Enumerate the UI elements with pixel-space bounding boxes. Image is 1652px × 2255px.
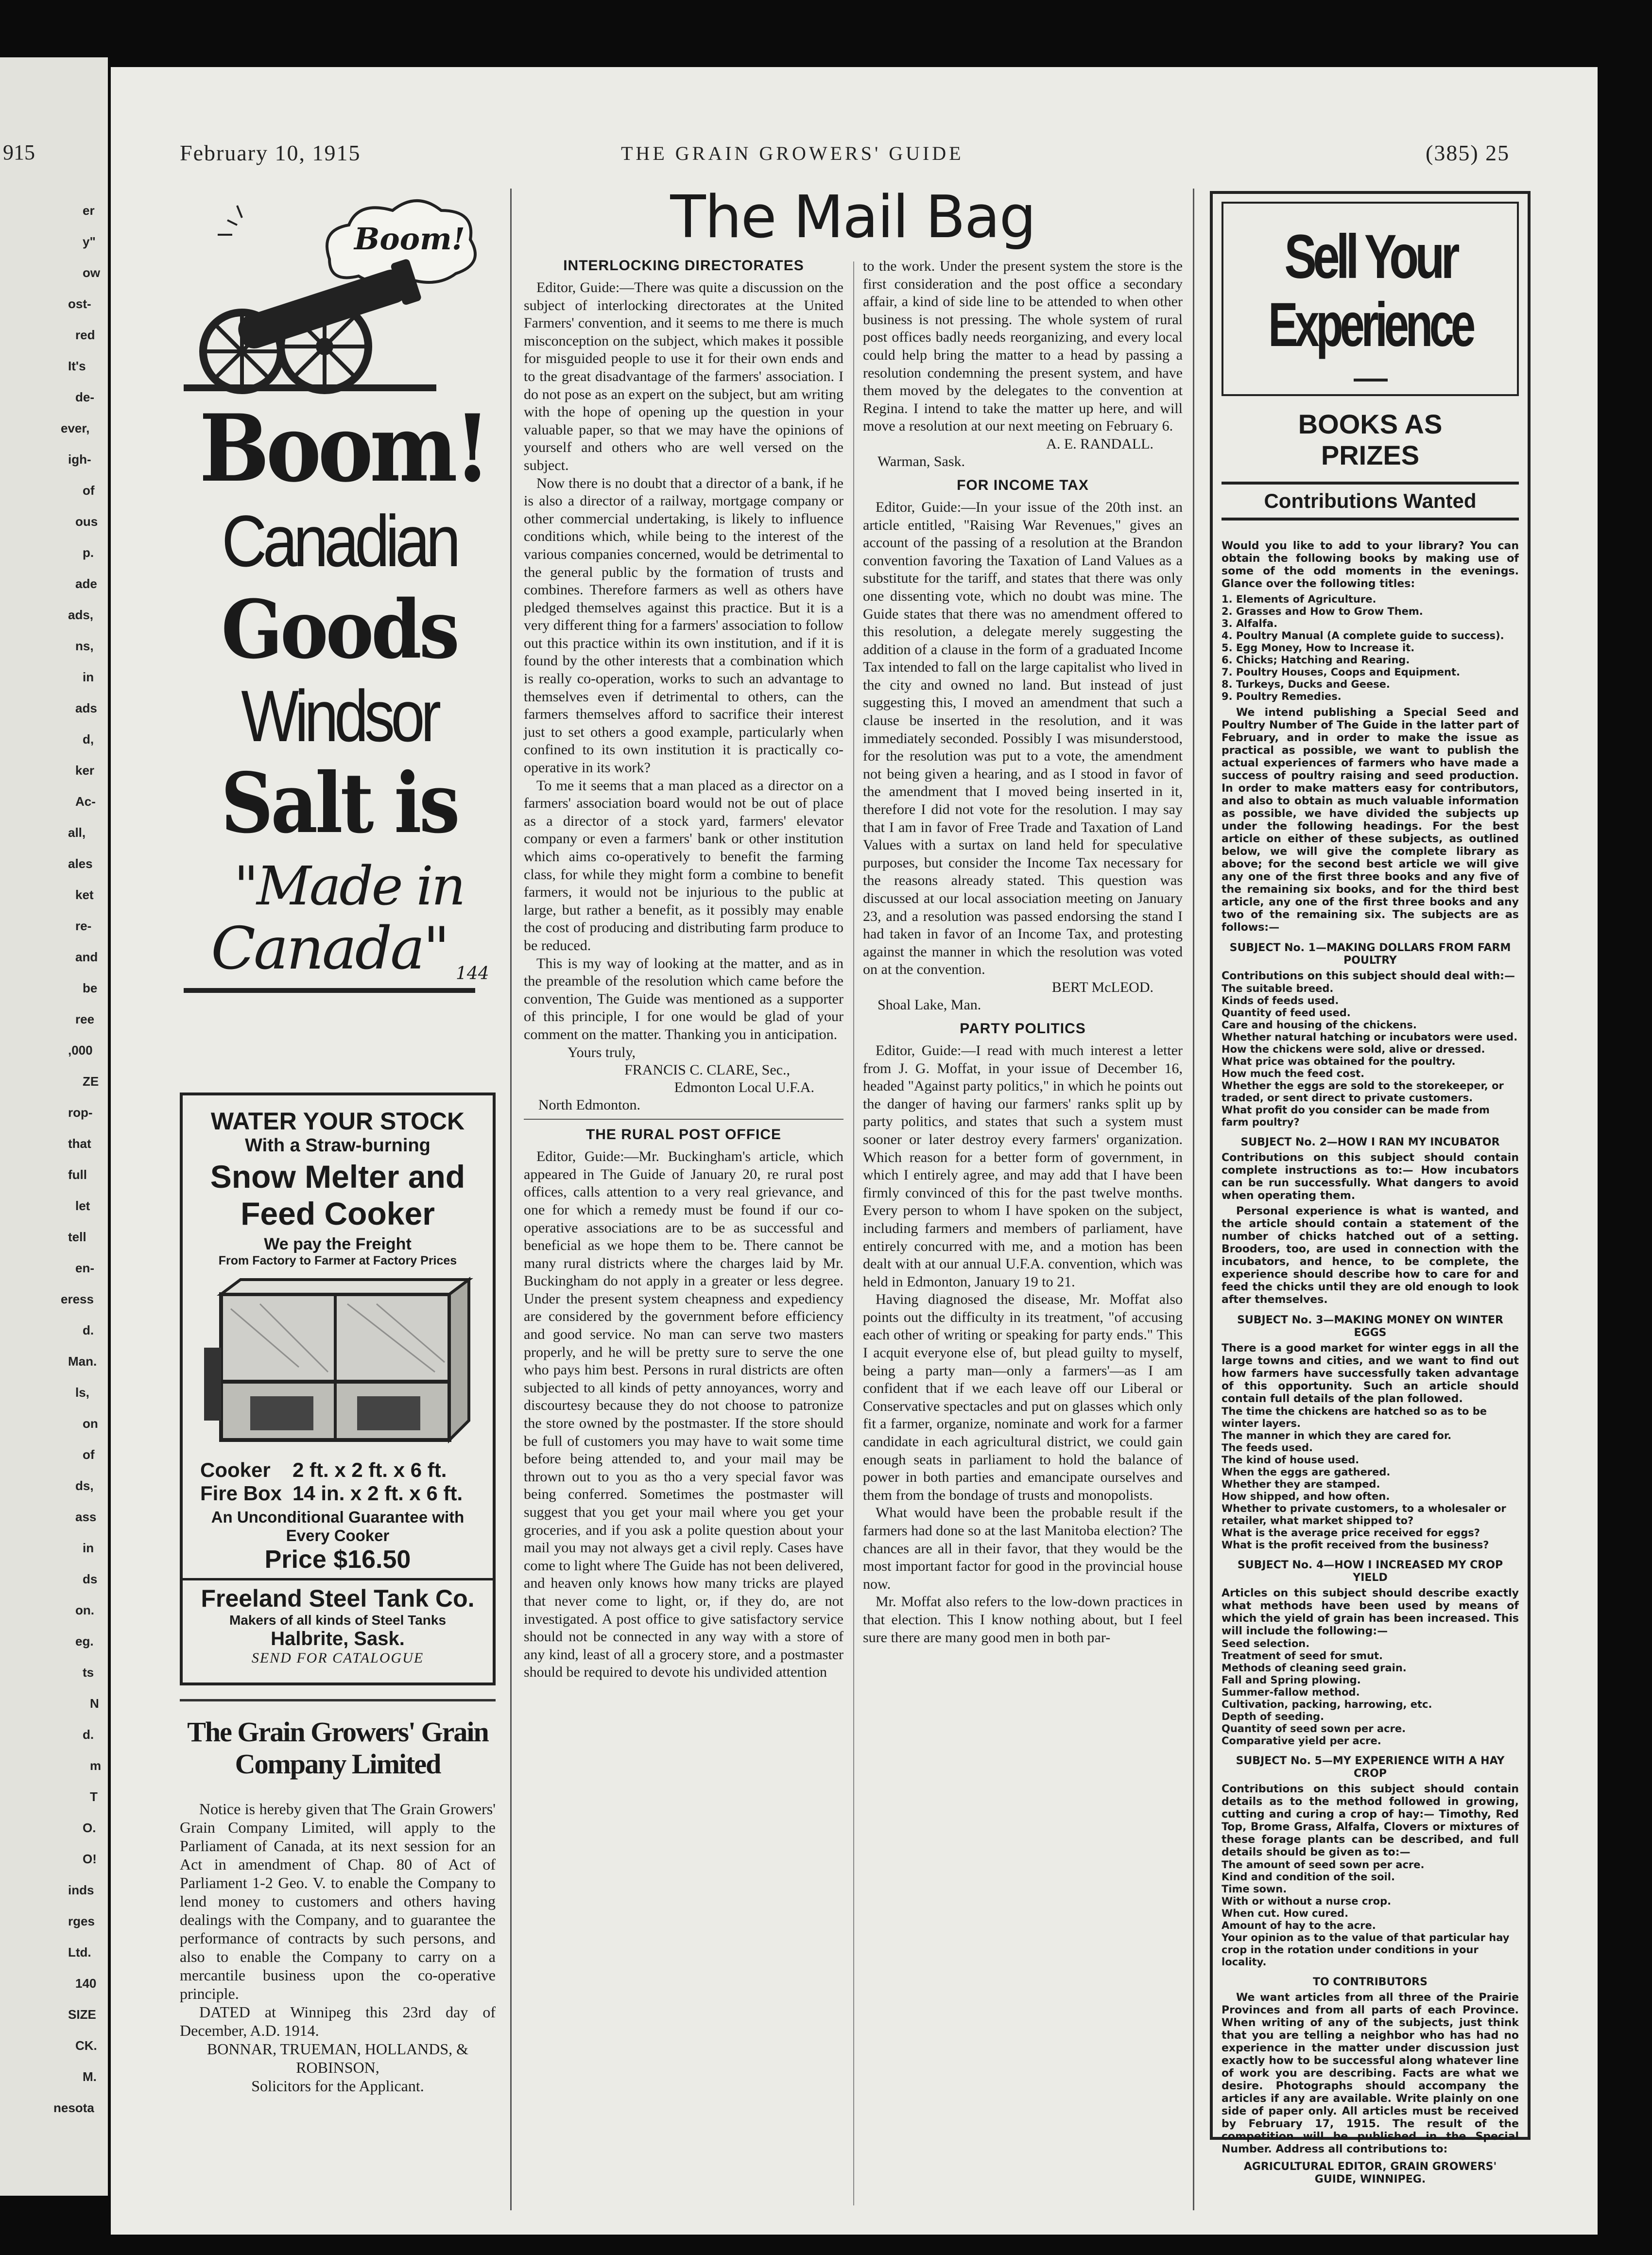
prev-page-fragment: Ac-	[75, 794, 96, 809]
letter-1-place: North Edmonton.	[538, 1097, 640, 1113]
subject-5-items	[1222, 1859, 1519, 1968]
prev-page-fragment: all,	[68, 825, 86, 840]
freeland-freight: We pay the Freight	[264, 1235, 412, 1253]
prev-page-fragment: 140	[75, 1976, 97, 1991]
prev-page-fragment: igh-	[68, 452, 91, 467]
heading-income-tax: FOR INCOME TAX	[957, 477, 1089, 493]
subject-4-item: Treatment of seed for smut.	[1222, 1650, 1383, 1662]
prev-page-fragment: of	[83, 1447, 95, 1462]
subject-1-item: Whether the eggs are sold to the storekeeper, or traded, or sent direct to private customers.	[1222, 1080, 1504, 1104]
prev-page-fragment: let	[75, 1198, 90, 1213]
mailbag-column-1	[524, 258, 843, 2211]
subject-3-items	[1222, 1405, 1519, 1551]
prev-page-fragment: y"	[83, 234, 96, 249]
prev-page-fragment: ever,	[61, 421, 90, 435]
to-contributors-heading: TO CONTRIBUTORS	[1313, 1976, 1428, 1988]
column-rule-1	[510, 189, 512, 2210]
subject-4-item: Depth of seeding.	[1222, 1711, 1325, 1722]
prev-page-fragment: re-	[75, 919, 92, 933]
subject-3-heading: SUBJECT No. 3—MAKING MONEY ON WINTER EGGS	[1237, 1314, 1503, 1339]
subject-2-heading: SUBJECT No. 2—HOW I RAN MY INCUBATOR	[1240, 1136, 1500, 1148]
book-title: 9. Poultry Remedies.	[1222, 691, 1342, 702]
issue-date: February 10, 1915	[180, 140, 361, 165]
subject-1-heading: SUBJECT No. 1—MAKING DOLLARS FROM FARM POULTRY	[1229, 942, 1511, 967]
subject-3-item: What is the average price received for eggs?	[1222, 1527, 1480, 1539]
subject-3-item: When the eggs are gathered.	[1222, 1466, 1391, 1478]
freeland-guarantee-1: An Unconditional Guarantee with	[211, 1508, 465, 1526]
subject-5-item: The amount of seed sown per acre.	[1222, 1859, 1425, 1871]
book-list	[1222, 593, 1519, 703]
freeland-steel-tank-ad	[180, 1093, 496, 1685]
subject-5-item: Time sown.	[1222, 1883, 1287, 1895]
subject-3-item: The kind of house used.	[1222, 1454, 1359, 1466]
divider-1	[524, 1119, 843, 1120]
prev-page-fragment: eress	[61, 1292, 94, 1306]
subject-5-body: Contributions on this subject should contain details as to the method followed in growing, cutting and curing a crop of hay:— Timothy, Red Top, Brome Grass, Alfalfa, Clovers or mixtures of these forage plants can be described, and full details should be given as to:—	[1222, 1783, 1519, 1858]
prev-page-fragment: ZE	[83, 1074, 99, 1089]
subject-4-item: Seed selection.	[1222, 1638, 1310, 1649]
to-contributors-body: We want articles from all three of the Prairie Provinces and from all parts of each Province. When writing of any of the subjects, just think that you are telling a neighbor who has had no experience in the matter under discussion just exactly how to be successful along whatever line of work you are describing. Facts are what we desire. Photographs should accompany the articles if any are available. Write plainly on one side of paper only. All articles must be received by February 17, 1915. The result of the competition will be published in the Special Number. Address all contributions to:	[1222, 1992, 1519, 2155]
sell-your-experience-box	[1210, 191, 1531, 2186]
prizes-line-2: PRIZES	[1321, 440, 1420, 470]
prev-page-fragment: eg.	[75, 1634, 94, 1648]
freeland-product-1: Snow Melter and	[210, 1159, 465, 1195]
letter-4-p2: Having diagnosed the disease, Mr. Moffat also points out the difficulty in its treatment, "of accusing each other of writing or speaking for party ends." This I acquit everyone else of, but plead guilty to myself, being a party man—only a farmers'—as I am confident that if we each leave off our Liberal or Conservative spectacles and put on glasses which only fit a farmer, organize, nominate and work for a farmer candidate in each agricultural district, we could gain enough seats in parliament to hold the balance of power in both parties and emancipate ourselves and them from the bondage of trusts and monopolists.	[863, 1291, 1183, 1503]
letter-3-p1: Editor, Guide:—In your issue of the 20th inst. an article entitled, "Raising War Revenues," gives an account of the passing of a resolution at the Brandon convention favoring the Taxation of Land Values as a substitute for the tariff, and states that there was only one dissenting vote, which no doubt was mine. The Guide states that there was no amendment offered to this resolution, a delegate merely suggesting the addition of a clause in the form of a graduated Income Tax intended to fall on the large capitalist who lived in the city and owned no land. But instead of just suggesting this, I moved an amendment that such a clause be inserted in the resolution, and it was immediately seconded. Possibly I was misunderstood, for the resolution was put to a vote, the amendment not being given a hearing, and as I stood in favor of the amendment that I moved being inserted in it, therefore I did not vote for the resolution. I may say that I am in favor of Free Trade and Taxation of Land Values with a surtax on land held for speculative purposes, but consider the Income Tax necessary for the reasons already stated. This question was discussed at our local association meeting on January 23, and a resolution was passed endorsing the stand I had taken in favor of an Income Tax, and protesting against the manner in which the resolution was voted on at the convention.	[863, 499, 1183, 978]
letter-2-signature: A. E. RANDALL.	[1046, 435, 1153, 452]
freeland-location: Halbrite, Sask.	[271, 1628, 405, 1649]
letter-1-signature-1: FRANCIS C. CLARE, Sec.,	[624, 1062, 790, 1078]
contest-address: AGRICULTURAL EDITOR, GRAIN GROWERS' GUIDE, WINNIPEG.	[1243, 2161, 1497, 2186]
freeland-makers: Makers of all kinds of Steel Tanks	[229, 1613, 447, 1628]
prev-page-fragment: N	[90, 1696, 99, 1711]
notice-role: Solicitors for the Applicant.	[251, 2077, 424, 2095]
letter-1-close: Yours truly,	[568, 1044, 636, 1060]
subject-3-item: Whether they are stamped.	[1222, 1478, 1380, 1490]
cooker-illustration	[202, 1275, 474, 1455]
subject-1-item: The suitable breed.	[1222, 983, 1334, 994]
prev-page-fragment: m	[90, 1758, 102, 1773]
subject-5-item: With or without a nurse crop.	[1222, 1895, 1392, 1907]
subject-4-items	[1222, 1638, 1519, 1747]
prev-page-fragment: Ltd.	[68, 1945, 91, 1960]
letter-1-p3: To me it seems that a man placed as a director on a farmers' association board would not be out of place as a director of a stock yard, farmers' elevator company or even a farmers' bank or other institution which aims co-operatively to benefit the farming class, for while they might form a combine to benefit farmers, it would not be injurious to the public at large, but rather a benefit, as it possibly may enable the cost of producing and distributing farm produce to be reduced.	[524, 777, 843, 954]
book-title: 3. Alfalfa.	[1222, 618, 1278, 629]
prev-page-fragment: en-	[75, 1261, 94, 1275]
prev-page-fragment: It's	[68, 359, 86, 373]
prev-page-fragment: T	[90, 1789, 98, 1804]
subject-1-item: What price was obtained for the poultry.	[1222, 1056, 1456, 1067]
prev-page-fragment: of	[83, 483, 95, 498]
contest-plan: We intend publishing a Special Seed and Poultry Number of The Guide in the latter part of February, and in order to make the issue as practical as possible, we want to publish the actual experiences of farmers who have made a success of poultry raising and seed production. In order to make matters easy for contributors, and also to obtain as much valuable information as possible, we have divided the subjects up under the following headings. For the best article on either of these subjects, as outlined below, we will give the complete library as above; for the second best article we will give any one of the first three books and any five of the remaining six books, and for the third best article, any one of the first three books and any two of the remaining six. The subjects are as follows:—	[1222, 707, 1519, 934]
ad-line-canadian: Canadian	[222, 500, 457, 582]
prev-page-fragment: tell	[68, 1230, 86, 1244]
spec-2-value: 14 in. x 2 ft. x 6 ft.	[293, 1482, 463, 1505]
prizes-line-1: BOOKS AS	[1298, 409, 1443, 439]
heading-party-politics: PARTY POLITICS	[960, 1020, 1086, 1037]
prev-page-fragment: ree	[75, 1012, 95, 1026]
prev-page-fragment: SIZE	[68, 2007, 96, 2022]
prev-page-fragment: M.	[83, 2069, 97, 2084]
prev-page-fragment: er	[83, 203, 95, 218]
notice-body: Notice is hereby given that The Grain Growers' Grain Company Limited, will apply to the Parliament of Canada, at its next session for an Act in amendment of Chap. 80 of Act of Parliament 1-2 Geo. V. to enable the Company to lend money to customers and others having dealings with the Company, and to guarantee the performance of contracts by such persons, and also to enable the Company to carry on a mercantile business upon the co-operative principle.	[180, 1800, 496, 2002]
freeland-divider	[183, 1578, 493, 1580]
letter-2-place: Warman, Sask.	[878, 453, 965, 469]
column-rule-2	[1193, 189, 1194, 2210]
subject-1-items	[1222, 983, 1519, 1128]
letter-4-p1: Editor, Guide:—I read with much interest a letter from J. G. Moffat, in your issue of December 16, headed "Against party politics," in which he points out the danger of having our farmers' ranks split up by party politics, and states that such a system must sooner or later destroy every farmers' organization. Which reason for a better form of government, in which I entirely agree, and may add that I have been firmly convinced of this for the past twelve months. Every person to whom I have spoken on the subject, including farmers and members of parliament, have entirely concurred with me, and a motion has been dealt with at our annual U.F.A. convention, which was held in Edmonton, January 19 to 21.	[863, 1042, 1183, 1290]
prev-page-fragment: nesota	[53, 2100, 94, 2115]
prev-page-fragment: on	[83, 1416, 98, 1431]
subject-5-item: Your opinion as to the value of that particular hay crop in the rotation under conditions in your locality.	[1222, 1932, 1510, 1968]
subject-3-item: The time the chickens are hatched so as to be winter layers.	[1222, 1405, 1487, 1429]
letter-4-p3: What would have been the probable result if the farmers had done so at the last Manitoba election? The chances are all in their favor, that they would be the most important factor for good in the provincial house now.	[863, 1505, 1183, 1592]
subject-5-item: When cut. How cured.	[1222, 1908, 1349, 1919]
prev-page-fragment: ost-	[68, 296, 91, 311]
previous-page-strip	[0, 57, 108, 2196]
prev-page-fragment: ns,	[75, 639, 94, 653]
book-title: 4. Poultry Manual (A complete guide to success).	[1222, 630, 1504, 642]
freeland-catalogue: SEND FOR CATALOGUE	[251, 1650, 424, 1666]
prev-page-fragment: O!	[83, 1852, 97, 1866]
freeland-product-2: Feed Cooker	[241, 1196, 435, 1232]
ad-line-windsor: Windsor	[241, 675, 437, 757]
freeland-headline: WATER YOUR STOCK	[210, 1108, 465, 1135]
prev-page-fragment: ,000	[68, 1043, 93, 1058]
spec-1-label: Cooker	[200, 1458, 271, 1481]
ad-code: 144	[456, 964, 489, 984]
subject-1-item: Care and housing of the chickens.	[1222, 1019, 1417, 1031]
prev-page-fragment: ow	[83, 265, 101, 280]
contributions-wanted-banner	[1222, 482, 1519, 520]
subject-1-item: What profit do you consider can be made from farm poultry?	[1222, 1104, 1490, 1128]
subject-4-item: Summer-fallow method.	[1222, 1686, 1360, 1698]
windsor-salt-ad	[184, 191, 495, 1151]
page-number: (385) 25	[1426, 140, 1510, 165]
sell-title-box	[1222, 202, 1519, 396]
mailbag-title: The Mail Bag	[670, 184, 1035, 251]
subject-1-item: How much the feed cost.	[1222, 1068, 1365, 1079]
subject-3-body: There is a good market for winter eggs in all the large towns and cities, and we want to find out how farmers have successfully taken advantage of this opportunity. Such an article should contain full details of the plan followed.	[1222, 1342, 1519, 1405]
prev-page-fragment: on.	[75, 1603, 94, 1617]
subject-2-note: Personal experience is what is wanted, and the article should contain a statement of the number of chicks hatched out of a setting. Brooders, too, are used in connection with the incubators, and hence, to be complete, the experience should describe how to care for and feed the chicks until they are old enough to look after themselves.	[1222, 1205, 1519, 1306]
notice-firm: BONNAR, TRUEMAN, HOLLANDS, & ROBINSON,	[206, 2040, 469, 2076]
spec-1-value: 2 ft. x 2 ft. x 6 ft.	[293, 1458, 447, 1481]
prev-page-fragment: ds	[83, 1572, 98, 1586]
subject-5-item: Amount of hay to the acre.	[1222, 1920, 1376, 1931]
subject-4-body: Articles on this subject should describe exactly what methods have been used by means of which the yield of grain has been increased. This will include the following:—	[1222, 1587, 1519, 1637]
subject-1-item: Kinds of feeds used.	[1222, 995, 1339, 1006]
prev-page-fragment: ads	[75, 701, 97, 715]
prev-page-fragment: ous	[75, 514, 98, 529]
book-title: 7. Poultry Houses, Coops and Equipment.	[1222, 666, 1460, 678]
notice-top-rule	[180, 1699, 496, 1701]
ad-line-made-in: "Made in	[234, 855, 464, 917]
notice-title-1: The Grain Growers' Grain	[187, 1716, 488, 1748]
column-rule-3	[853, 261, 854, 2205]
prev-page-fragment: ds,	[75, 1478, 94, 1493]
prev-page-fragment: full	[68, 1167, 87, 1182]
ad-line-boom: Boom!	[199, 394, 487, 503]
grain-company-notice	[180, 1699, 496, 2095]
letter-2-continued: to the work. Under the present system the store is the first consideration and the post office a secondary affair, a kind of side line to be attended to when other business is not pressing. The whole system of rural post offices badly needs reorganizing, and every local could help bring the matter to a head by passing a resolution condemning the present system, and have them moved by the delegates to the convention at Regina. I intend to take the matter up here, and will move a resolution at our next meeting on February 6.	[863, 258, 1183, 434]
heading-interlocking-directorates: INTERLOCKING DIRECTORATES	[563, 258, 804, 274]
freeland-sub: With a Straw-burning	[245, 1135, 430, 1156]
prev-page-fragment: d.	[83, 1727, 94, 1742]
scan-bottom-border	[0, 2236, 1652, 2255]
prev-page-fragment: ket	[75, 887, 94, 902]
subject-3-item: The manner in which they are cared for.	[1222, 1430, 1452, 1441]
sell-title-1: Sell Your	[1284, 222, 1456, 292]
contest-body	[1222, 540, 1519, 2186]
heading-rural-post-office: THE RURAL POST OFFICE	[585, 1127, 782, 1143]
book-title: 5. Egg Money, How to Increase it.	[1222, 642, 1415, 654]
letter-4-p4: Mr. Moffat also refers to the low-down practices in that election. This I know nothing about, but I feel sure there are many good men in both par-	[863, 1594, 1183, 1646]
ad-underline	[184, 988, 475, 993]
subject-5-item: Kind and condition of the soil.	[1222, 1871, 1395, 1883]
subject-4-heading: SUBJECT No. 4—HOW I INCREASED MY CROP YIELD	[1237, 1559, 1503, 1584]
ad-line-canada: Canada"	[211, 915, 448, 983]
freeland-spec-2	[200, 1482, 493, 1505]
mailbag-column-2	[863, 258, 1183, 2211]
prev-page-fragment: ts	[83, 1665, 94, 1680]
subject-2-body: Contributions on this subject should contain complete instructions as to:— How incubators can be run successfully. What dangers to avoid when operating them.	[1222, 1152, 1519, 1202]
newspaper-title: THE GRAIN GROWERS' GUIDE	[621, 142, 964, 164]
prev-page-fragment: in	[83, 1541, 94, 1555]
subject-4-item: Cultivation, packing, harrowing, etc.	[1222, 1699, 1432, 1710]
subject-1-item: Whether natural hatching or incubators were used.	[1222, 1031, 1518, 1043]
ad-bubble-text: Boom!	[354, 221, 465, 257]
freeland-guarantee-2: Every Cooker	[286, 1526, 390, 1544]
letter-1-p1: Editor, Guide:—There was quite a discussion on the subject of interlocking directorates at the United Farmers' convention, and it seems to me there is much misconception on the subject, which makes it possible for misguided people to use it for their own ends and to the great disadvantage of the farmers' association. I do not pose as an expert on the subject, but am writing with the hope of opening up the question in your valuable paper, so that we may have the opinions of yourself and others who are well versed on the subject.	[524, 279, 843, 473]
book-title: 2. Grasses and How to Grow Them.	[1222, 606, 1423, 617]
letter-3-signature: BERT McLEOD.	[1051, 979, 1153, 995]
subject-3-item: Whether to private customers, to a wholesaler or retailer, what market shipped to?	[1222, 1503, 1506, 1526]
book-title: 1. Elements of Agriculture.	[1222, 593, 1377, 605]
subject-5-heading: SUBJECT No. 5—MY EXPERIENCE WITH A HAY CROP	[1236, 1755, 1505, 1780]
letter-1-p2: Now there is no doubt that a director of a bank, if he is also a director of a railway, mortgage company or other commercial undertaking, is likely to influence conditions which, while being to the interest of the various companies concerned, would be detrimental to the general public by the formation of trusts and combines. Therefore farmers as well as others have pledged themselves against this practice. But it is a very different thing for a farmers' association to follow out this practice within its own institution, and if it is found by the other interests that a combination which is really co-operation, works to such an advantage to themselves even if detrimental to others, can the farmers themselves afford to sacrifice their interest just to set others a good example, particularly when confined to its own institution it is practically co-operative in its work?	[524, 475, 843, 776]
subject-4-item: Quantity of seed sown per acre.	[1222, 1723, 1406, 1735]
ad-line-goods: Goods	[221, 582, 457, 676]
newspaper-page	[111, 67, 1598, 2235]
letter-1-p4: This is my way of looking at the matter, and as in the preamble of the resolution which came before the convention, The Guide was mentioned as a supporter of this principle, I for one would be glad of your comment on the matter. Thanking you in anticipation.	[524, 955, 843, 1042]
prev-page-fragment: that	[68, 1136, 91, 1151]
prev-page-fragment: be	[83, 981, 98, 995]
book-title: 6. Chicks; Hatching and Rearing.	[1222, 654, 1410, 666]
subject-3-item: How shipped, and how often.	[1222, 1491, 1390, 1502]
letter-2-p1: Editor, Guide:—Mr. Buckingham's article, which appeared in The Guide of January 20, re rural post offices, calls attention to a very real grievance, and one for which a remedy must be found if our co-operative associations are to be as successful and beneficial as we hope them to be. There cannot be many rural districts where the charges laid by Mr. Buckingham do not apply in a greater or less degree. Under the present system cheapness and expediency are considered by the government before efficiency and good service. No man can serve two masters properly, and he will be pretty sure to serve the one who pays him best. Persons in rural districts are often subjected to all kinds of petty annoyances, worry and discourtesy because they do not choose to patronize the store owned by the postmaster. If the store should be full of customers you may have to wait some time before being attended to, and your mail may be thrown out to you as tho a very special favor was being conferred. Sometimes the postmaster will suggest that you get your mail where you get your groceries, and if you ask a polite question about your mail you may not always get a civil reply. Cases have come to light where The Guide has not been delivered, and heaven only knows how many tricks are played that never come to light, or, if they do, are not investigated. A post office to give satisfactory service should not be connected in any way with a store of any kind, least of all a grocery store, and a postmaster should be required to devote his undivided attention	[524, 1148, 843, 1681]
prev-page-fragment: and	[75, 950, 98, 964]
spec-2-label: Fire Box	[200, 1482, 282, 1505]
freeland-spec-1	[200, 1458, 493, 1482]
subject-1-item: How the chickens were sold, alive or dressed.	[1222, 1043, 1485, 1055]
prev-page-fragment: d.	[83, 1323, 94, 1337]
prev-page-fragment: ass	[75, 1509, 97, 1524]
prev-page-fragment: red	[75, 328, 95, 342]
letter-3-place: Shoal Lake, Man.	[878, 996, 981, 1013]
prev-page-fragment: p.	[83, 545, 94, 560]
sell-title-dash	[1354, 379, 1388, 382]
letter-1-signature-2: Edmonton Local U.F.A.	[674, 1079, 814, 1096]
subject-4-item: Fall and Spring plowing.	[1222, 1674, 1361, 1686]
prev-page-fragment: O.	[83, 1821, 96, 1835]
subject-1-intro: Contributions on this subject should deal with:—	[1222, 970, 1515, 982]
notice-title-2: Company Limited	[235, 1748, 441, 1780]
prev-page-fragment: de-	[75, 390, 94, 404]
subject-1-item: Quantity of feed used.	[1222, 1007, 1351, 1019]
prev-page-fragment: in	[83, 670, 94, 684]
prev-page-fragment: d,	[83, 732, 94, 746]
subject-4-item: Methods of cleaning seed grain.	[1222, 1662, 1407, 1674]
prev-page-fragment: rop-	[68, 1105, 93, 1120]
prev-page-fragment: Man.	[68, 1354, 97, 1369]
prev-page-fragment: ls,	[75, 1385, 89, 1400]
subject-3-item: What is the profit received from the business?	[1222, 1539, 1489, 1551]
freeland-price: Price $16.50	[264, 1545, 411, 1574]
book-title: 8. Turkeys, Ducks and Geese.	[1222, 678, 1390, 690]
subject-4-item: Comparative yield per acre.	[1222, 1735, 1381, 1747]
notice-dated: DATED at Winnipeg this 23rd day of December, A.D. 1914.	[180, 2003, 496, 2039]
prev-page-fragment: ade	[75, 576, 97, 591]
sell-title-2: Experience	[1268, 290, 1472, 360]
prev-page-fragment: ads,	[68, 607, 94, 622]
contributions-wanted: Contributions Wanted	[1264, 489, 1477, 512]
freeland-factory: From Factory to Farmer at Factory Prices	[218, 1254, 457, 1267]
ad-line-salt: Salt is	[221, 755, 458, 852]
freeland-company: Freeland Steel Tank Co.	[201, 1585, 475, 1612]
prev-page-fragment: ker	[75, 763, 95, 778]
prev-page-header-fragment: 915	[3, 140, 35, 164]
prev-page-fragment: ales	[68, 856, 93, 871]
contest-intro: Would you like to add to your library? You can obtain the following books by making use of some of the odd moments in the evenings. Glance over the following titles:	[1222, 540, 1519, 590]
subject-3-item: The feeds used.	[1222, 1442, 1313, 1454]
prev-page-fragment: CK.	[75, 2038, 97, 2053]
prev-page-fragment: rges	[68, 1914, 95, 1928]
prev-page-fragment: inds	[68, 1883, 94, 1897]
